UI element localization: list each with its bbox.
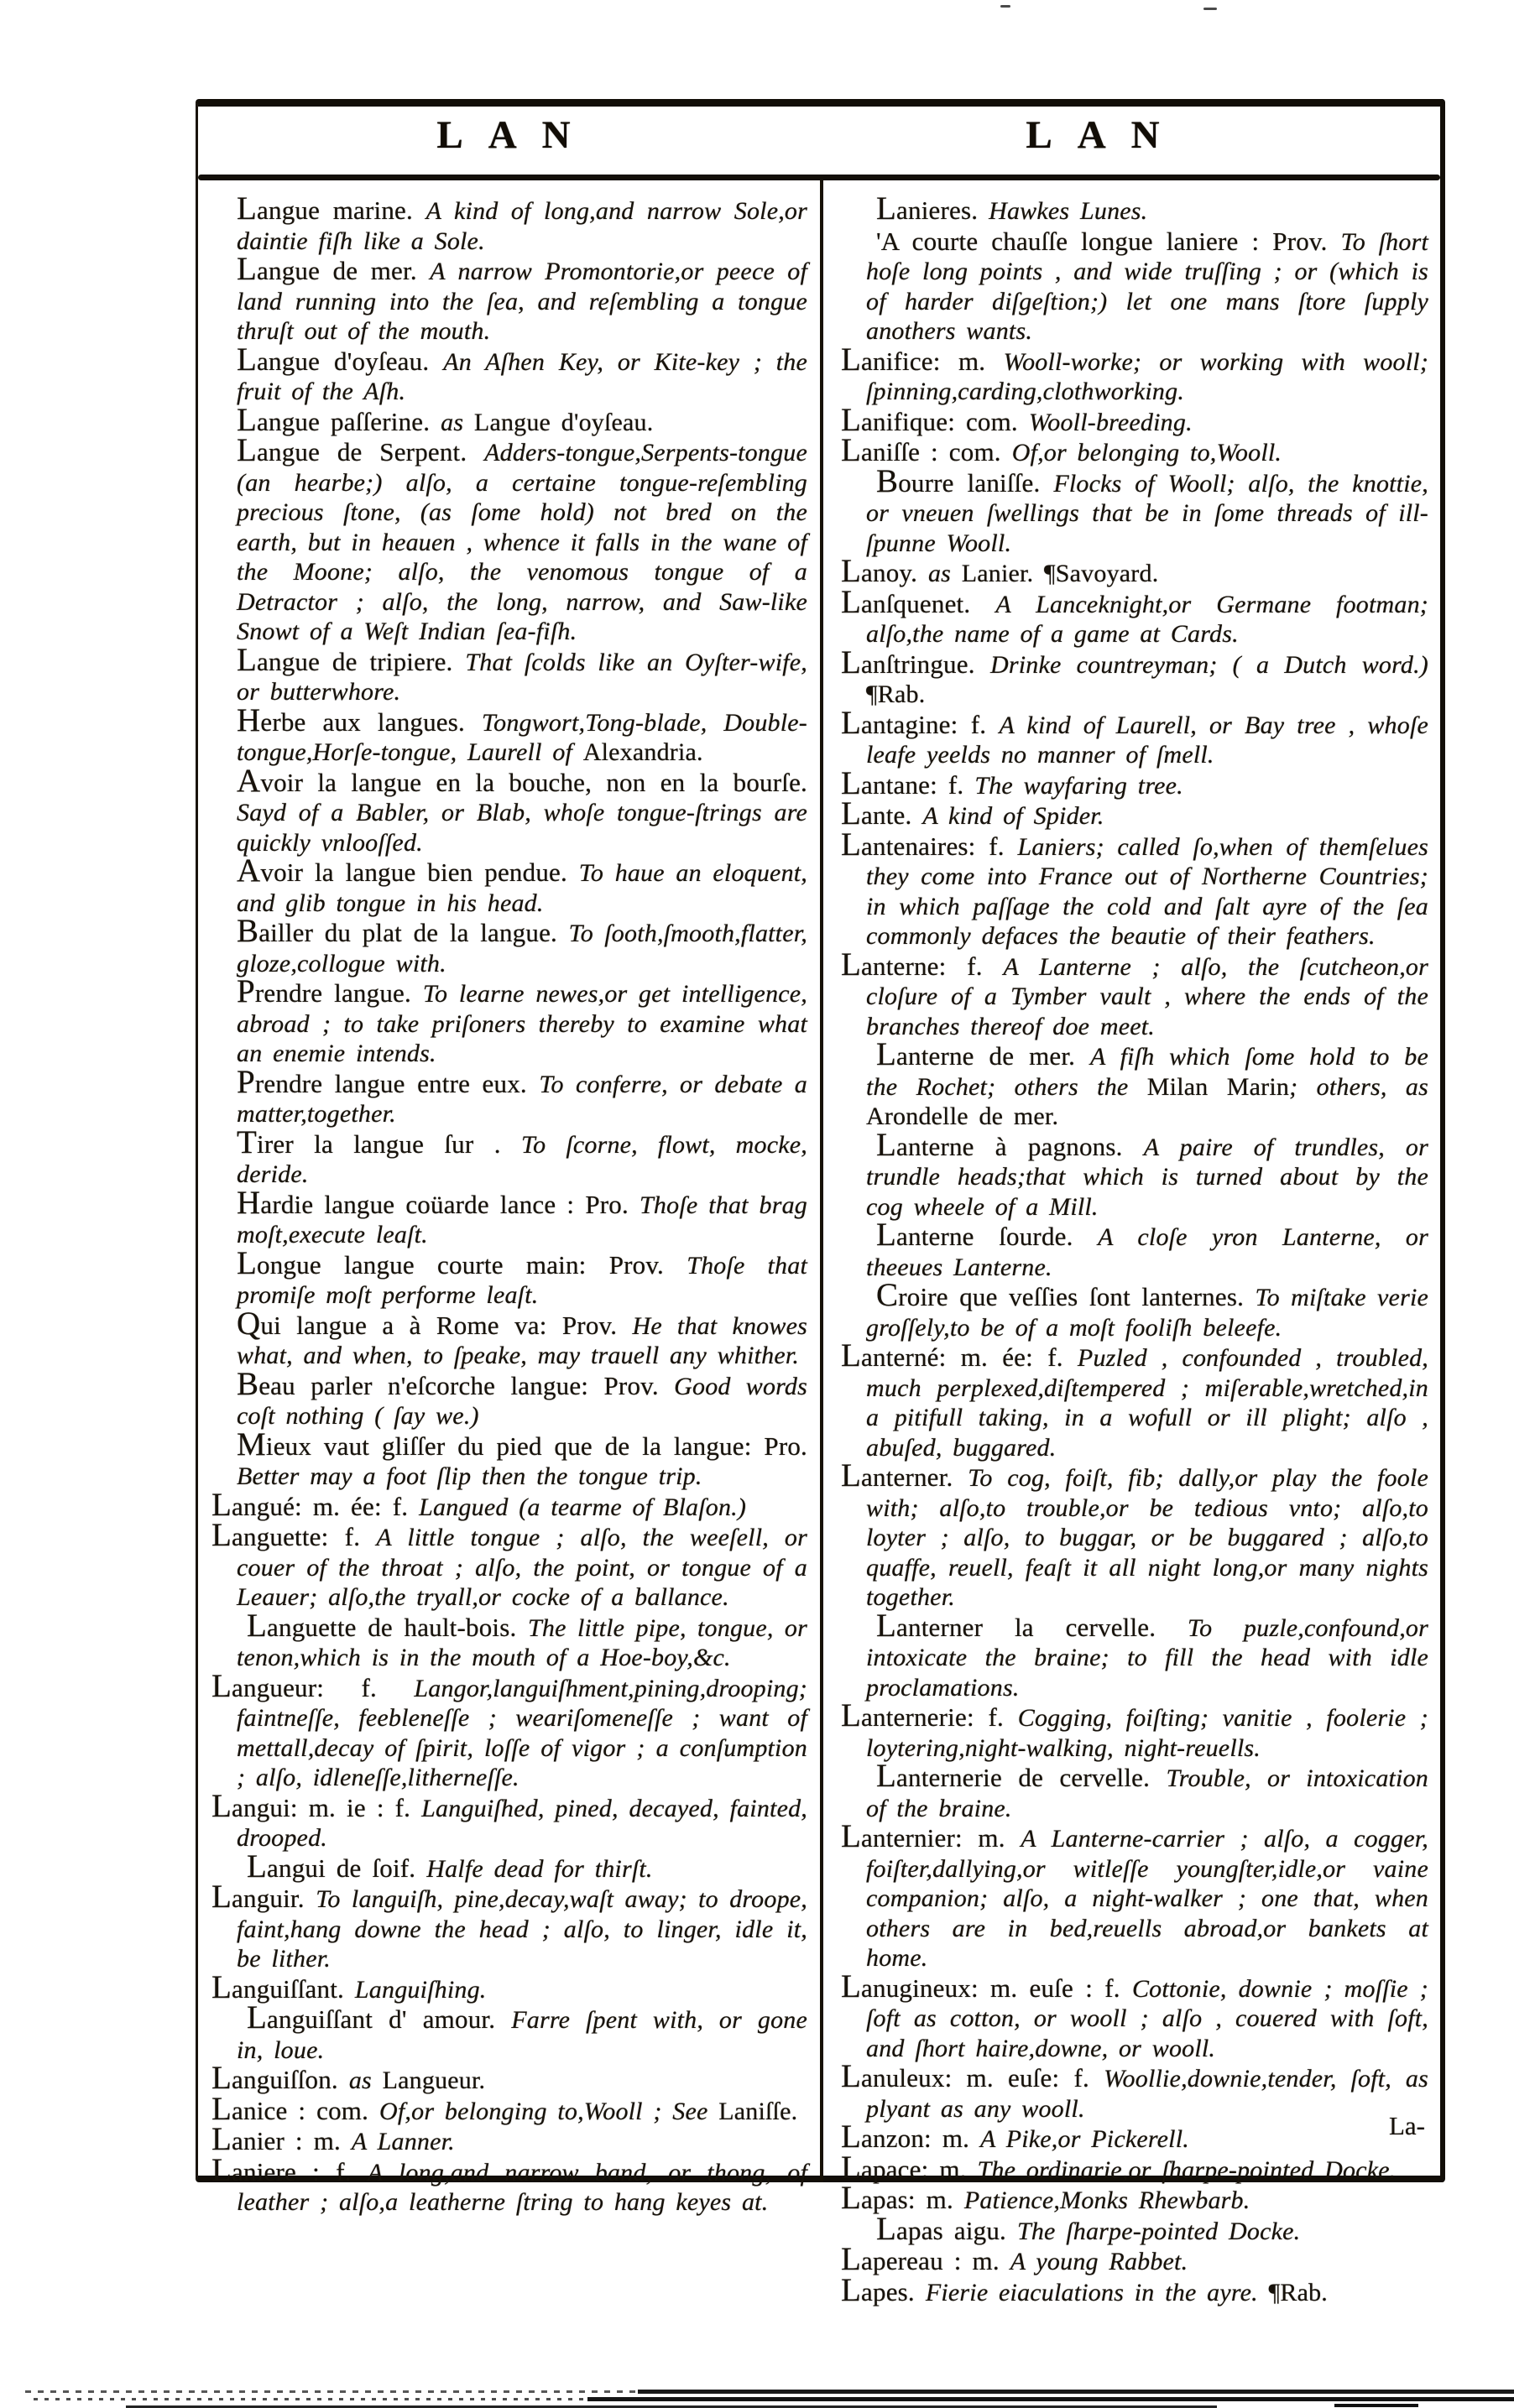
entry-headword: Bailler du plat de la langue. <box>237 913 569 949</box>
entry-initial-capital: L <box>211 1968 232 2005</box>
entry-gloss-segment: ¶Rab. <box>1268 2278 1328 2306</box>
entry-gloss-segment: Laniers; called ſo,when of themſelues they come into France out of Northerne Countries; in which paſſage the cold and ſalt ayre of the ſea commonly defaces the beautie of their feathers. <box>866 832 1428 950</box>
dictionary-entry <box>841 1697 1428 1763</box>
entry-headword: 'A courte chauſſe longue laniere : Prov. <box>876 226 1341 256</box>
entry-gloss-segment: Of,or belonging to,Wooll ; See <box>379 2097 719 2125</box>
dictionary-entry <box>211 1787 807 1853</box>
entry-headword: Hardie langue coüarde lance : Pro. <box>237 1184 640 1221</box>
entry-initial-capital: B <box>237 913 259 949</box>
dictionary-entry <box>841 341 1429 407</box>
entry-headword: Langueur: f. <box>211 1667 415 1704</box>
entry-gloss-segment: A narrow Promontorie,or peece of land running into the ſea, and reſembling a tongue thruſt out of the mouth. <box>237 258 807 345</box>
entry-gloss-segment: A paire of trundles, or trundle heads;that which is turned about by the cog wheele of a Mill. <box>866 1133 1428 1221</box>
entry-initial-capital: M <box>237 1426 266 1462</box>
entry-initial-capital: L <box>211 1667 232 1704</box>
dictionary-entry <box>841 946 1428 1042</box>
entry-gloss-segment: Patience,Monks Rhewbarb. <box>963 2186 1250 2214</box>
entry-headword: Herbe aux langues. <box>237 701 482 738</box>
entry-headword: Lanterne à pagnons. <box>876 1126 1144 1163</box>
entry-headword: Avoir la langue en la bouche, non en la bourſe. <box>237 762 807 799</box>
entry-initial-capital: T <box>237 1123 258 1160</box>
entry-gloss-segment: Drinke countreyman; ( a Dutch word.) <box>990 650 1428 679</box>
dictionary-entry <box>237 1305 807 1371</box>
entry-gloss-segment: Trouble, or intoxication of the braine. <box>866 1764 1428 1822</box>
entry-initial-capital: L <box>841 764 862 801</box>
catchword: La- <box>1388 2111 1425 2140</box>
dictionary-entry <box>866 1277 1428 1342</box>
entry-headword: Languiſſon. <box>211 2060 349 2096</box>
entry-gloss-segment: Langueur. <box>382 2067 486 2094</box>
entry-initial-capital: L <box>211 1486 232 1523</box>
entry-gloss-segment: The wayfaring tree. <box>974 771 1183 800</box>
dictionary-entry <box>841 1818 1428 1973</box>
running-head-left: LAN <box>436 113 596 157</box>
entry-headword: Beau parler n'eſcorche langue: Prov. <box>237 1365 675 1402</box>
entry-initial-capital: C <box>876 1277 899 1313</box>
dictionary-entry <box>841 1457 1428 1613</box>
entry-initial-capital: L <box>211 1787 232 1824</box>
bottom-scan-artifact <box>34 2398 655 2400</box>
entry-gloss-segment: Hawkes Lunes. <box>989 197 1148 225</box>
dictionary-entry <box>237 1184 807 1250</box>
entry-gloss-segment: To ſcorne, flowt, mocke, deride. <box>237 1130 807 1188</box>
dictionary-entry <box>841 1968 1428 2064</box>
entry-headword: Lanice : com. <box>211 2090 380 2127</box>
entry-headword: Lantane: f. <box>841 764 975 801</box>
entry-gloss-segment: Fierie eiaculations in the ayre. <box>925 2278 1269 2306</box>
entry-initial-capital: L <box>841 553 862 589</box>
entry-gloss-segment: That ſcolds like an Oyſter-wife, or butterwhore. <box>237 648 807 706</box>
entry-headword: Prendre langue entre eux. <box>237 1063 540 1100</box>
entry-gloss-segment: A long,and narrow band, or thong, of leather ; alſo,a leatherne ſtring to hang keyes at. <box>237 2158 807 2216</box>
dictionary-entry <box>841 583 1428 649</box>
entry-gloss-segment: Milan Marin <box>1146 1072 1290 1101</box>
dictionary-entry <box>866 462 1428 559</box>
entry-headword: Lanterne: f. <box>841 946 1004 982</box>
entry-headword: Lanſtringue. <box>841 644 991 680</box>
entry-initial-capital: L <box>876 1607 897 1644</box>
header-rule <box>198 175 1440 180</box>
dictionary-entry <box>237 190 807 256</box>
entry-gloss-segment: A Lanterne ; alſo, the ſcutcheon,or cloſure of a Tymber vault , where the ends of the branches thereof doe meet. <box>866 952 1428 1040</box>
entry-initial-capital: L <box>841 2119 862 2155</box>
entry-gloss-segment: Of,or belonging to,Wooll. <box>1011 439 1282 466</box>
entry-initial-capital: L <box>841 1337 862 1373</box>
entry-headword: Langue de tripiere. <box>237 641 466 678</box>
entry-initial-capital: L <box>237 251 258 287</box>
entry-initial-capital: H <box>237 1184 261 1221</box>
entry-headword: Lantenaires: f. <box>841 826 1018 863</box>
entry-gloss-segment: He that knowes what, and when, to ſpeake, may trauell any whither. <box>237 1311 807 1369</box>
entry-headword: Langué: m. ée: f. <box>211 1486 420 1523</box>
entry-gloss-segment: Cogging, foiſting; vanitie , foolerie ; loytering,night-walking, night-reuells. <box>866 1704 1428 1762</box>
entry-headword: Tirer la langue ſur . <box>237 1123 521 1160</box>
bottom-scan-artifact <box>1334 2404 1418 2407</box>
dictionary-entry <box>866 1126 1428 1222</box>
entry-headword: Lanterner la cervelle. <box>876 1607 1188 1644</box>
entry-gloss-segment: A Pike,or Pickerell. <box>980 2125 1189 2153</box>
entry-initial-capital: L <box>876 1126 897 1163</box>
entry-initial-capital: L <box>841 2241 862 2277</box>
entry-initial-capital: B <box>876 462 899 499</box>
entry-initial-capital: L <box>841 1968 862 2004</box>
entry-gloss-segment: Puzled , confounded , troubled, much perplexed,diſtempered ; miſerable,wretched,in a pitifull taking, in a wofull or ill plight; alſo , abuſed, buggared. <box>866 1344 1428 1462</box>
entry-headword: Langue de Serpent. <box>237 432 485 468</box>
entry-gloss-segment: Woollie,downie,tender, ſoft, as plyant as any wooll. <box>866 2065 1428 2123</box>
entry-gloss-segment: Thoſe that promiſe moſt performe leaſt. <box>237 1251 807 1309</box>
scan-speck <box>1000 5 1010 8</box>
entry-gloss-segment: A Lanterne-carrier ; alſo, a cogger, foiſter,dallying,or witleſſe youngſter,idle,or vaine companion; alſo, a night-walker ; one that, when others are in bed,reuells abroad,or bankets at home. <box>866 1825 1428 1972</box>
entry-headword: Lapereau : m. <box>841 2241 1010 2277</box>
dictionary-entry <box>841 704 1428 770</box>
dictionary-entry <box>866 1217 1428 1282</box>
entry-initial-capital: L <box>237 401 258 438</box>
entry-initial-capital: L <box>211 2060 232 2096</box>
entry-gloss-segment: To haue an eloquent, and glib tongue in his head. <box>237 859 808 917</box>
entry-headword: Langui: m. ie : f. <box>211 1787 422 1824</box>
dictionary-entry <box>211 1968 807 2005</box>
left-column <box>211 190 808 2218</box>
dictionary-entry <box>841 2241 1428 2277</box>
entry-gloss-segment: ; others, as <box>1289 1072 1428 1101</box>
scan-speck <box>1203 8 1217 10</box>
entry-initial-capital: L <box>876 1036 897 1072</box>
dictionary-entry <box>866 190 1428 227</box>
entry-initial-capital: H <box>237 701 261 738</box>
entry-headword: Croire que veſſies ſont lanternes. <box>876 1277 1256 1313</box>
entry-gloss-segment: A Lanceknight,or Germane footman; alſo,the name of a game at Cards. <box>866 590 1428 648</box>
entry-gloss-segment: To miſtake verie groſſely,to be of a moſt fooliſh beleefe. <box>866 1284 1428 1342</box>
entry-initial-capital: L <box>841 1457 862 1493</box>
entry-headword: Avoir la langue bien pendue. <box>237 852 579 889</box>
dictionary-entry <box>237 251 807 347</box>
entry-headword: Lanterne de mer. <box>876 1036 1091 1072</box>
entry-gloss-segment: To cog, foiſt, fib; dally,or play the foole with; alſo,to trouble,or be tedious vnto; alſo,to loyter ; alſo, to buggar, or be buggared ; alſo,to quaffe, reuell, feaſt it all night long,or many nights together. <box>866 1464 1428 1611</box>
entry-initial-capital: L <box>211 1517 232 1553</box>
dictionary-entry <box>237 1426 807 1492</box>
entry-initial-capital: L <box>841 401 862 438</box>
entry-gloss-segment: Better may a foot ſlip then the tongue trip. <box>237 1462 702 1490</box>
running-head-right: LAN <box>1026 113 1185 157</box>
dictionary-entry <box>237 641 807 707</box>
entry-gloss-segment: A little tongue ; alſo, the weeſell, or couer of the throat ; alſo, the point, or tongue of a Leauer; alſo,the tryall,or cocke of a ballance. <box>237 1524 808 1611</box>
entry-headword: Langue paſſerine. <box>237 401 441 438</box>
entry-gloss-segment: Lanier. ¶Savoyard. <box>961 560 1159 587</box>
entry-initial-capital: L <box>211 2090 232 2127</box>
entry-initial-capital: L <box>876 1217 897 1253</box>
entry-gloss-segment: Languiſhed, pined, decayed, fainted, drooped. <box>237 1794 807 1852</box>
entry-headword: Laniſſe : com. <box>841 432 1012 468</box>
entry-headword: Lapes. <box>841 2271 926 2308</box>
entry-gloss-segment: Alexandria. <box>582 738 703 766</box>
entry-gloss-segment: Thoſe that brag moſt,execute leaſt. <box>237 1191 807 1248</box>
entry-gloss-segment: To learne newes,or get intelligence, abroad ; to take priſoners thereby to examine what an enemie intends. <box>237 980 807 1067</box>
entry-initial-capital: L <box>841 2180 862 2216</box>
entry-initial-capital: L <box>841 2149 862 2186</box>
entry-initial-capital: L <box>841 2058 862 2094</box>
entry-gloss-segment: The ſharpe-pointed Docke. <box>1016 2217 1301 2245</box>
entry-headword: Qui langue a à Rome va: Prov. <box>237 1305 633 1342</box>
entry-gloss-segment: Cottonie, downie ; moſſie ; ſoft as cotton, or wooll ; alſo , couered with ſoft, and ſhort haire,downe, or wooll. <box>866 1974 1428 2062</box>
entry-gloss-segment: To puzle,confound,or intoxicate the braine; to fill the head with idle proclamations. <box>866 1613 1428 1702</box>
entry-initial-capital: L <box>247 1999 268 2035</box>
entry-gloss-segment: Good words coſt nothing ( ſay we.) <box>237 1372 807 1430</box>
dictionary-entry <box>211 1667 807 1793</box>
entry-gloss-segment: Adders-tongue,Serpents-tongue (an hearbe;) alſo, a certaine tongue-reſembling precious ſtone, (as ſome hold) not bred on the earth, but in heauen , whence it falls in the wane of the Moone; alſo, the venomous tongue of a Detractor ; alſo, the long, narrow, and Saw-like Snowt of a Weſt Indian ſea-fiſh. <box>237 439 807 645</box>
dictionary-entry <box>866 1758 1428 1823</box>
entry-gloss-segment: The little pipe, tongue, or tenon,which is in the mouth of a Hoe-boy,&c. <box>237 1613 807 1671</box>
entry-headword: Lanoy. <box>841 553 928 589</box>
dictionary-entry <box>841 795 1428 831</box>
dictionary-entry <box>237 973 807 1069</box>
entry-gloss-segment: A kind of long,and narrow Sole,or daintie fiſh like a Sole. <box>237 197 807 255</box>
dictionary-entry <box>211 2060 807 2096</box>
entry-headword: Lanſquenet. <box>841 583 996 620</box>
entry-headword: Langue d'oyſeau. <box>237 341 444 378</box>
entry-headword: Langui de ſoif. <box>247 1848 427 1884</box>
entry-headword: Languir. <box>211 1879 316 1915</box>
dictionary-entry <box>237 341 807 407</box>
entry-headword: Lanugineux: m. euſe : f. <box>841 1968 1132 2004</box>
entry-headword: Lanterne ſourde. <box>876 1217 1099 1253</box>
entry-headword: Lapas: m. <box>841 2180 964 2216</box>
entry-headword: Lanifice: m. <box>841 341 1004 378</box>
entry-gloss-segment: Langue d'oyſeau. <box>473 408 654 436</box>
entry-headword: Longue langue courte main: Prov. <box>237 1244 687 1281</box>
entry-headword: Languette: f. <box>211 1517 377 1553</box>
dictionary-entry <box>841 2149 1428 2186</box>
entry-gloss-segment: A Lanner. <box>351 2128 455 2155</box>
entry-initial-capital: L <box>237 190 258 227</box>
entry-headword: Lante. <box>841 795 923 831</box>
dictionary-entry <box>237 1244 807 1311</box>
entry-initial-capital: L <box>237 341 258 378</box>
entry-headword: Lanier : m. <box>211 2121 352 2157</box>
entry-headword: Lanzon: m. <box>841 2119 981 2155</box>
dictionary-entry <box>237 1848 807 1884</box>
entry-headword: Langue marine. <box>237 190 426 227</box>
entry-initial-capital: L <box>237 641 258 678</box>
dictionary-entry <box>237 852 808 918</box>
dictionary-entry <box>841 2271 1428 2308</box>
entry-initial-capital: L <box>211 2121 232 2157</box>
entry-initial-capital: L <box>876 1758 897 1794</box>
entry-gloss-segment: as <box>348 2067 383 2094</box>
entry-gloss-segment: Sayd of a Babler, or Blab, whoſe tongue-ſtrings are quickly vnlooſſed. <box>237 799 807 857</box>
entry-initial-capital: L <box>247 1607 268 1644</box>
dictionary-entry <box>866 1036 1428 1132</box>
entry-gloss-segment: Wooll-worke; or working with wooll; ſpinning,carding,clothworking. <box>866 347 1429 405</box>
dictionary-entry <box>211 1517 808 1613</box>
entry-headword: Lapace: m. <box>841 2149 978 2186</box>
dictionary-entry <box>237 1365 807 1431</box>
entry-gloss-segment: To ſhort hoſe long points , and wide truſſing ; or (which is of harder diſgeſtion;) let one mans ſtore ſupply anothers wants. <box>866 227 1428 345</box>
entry-initial-capital: L <box>841 341 862 378</box>
dictionary-entry <box>866 2210 1428 2247</box>
dictionary-entry <box>841 644 1428 710</box>
dictionary-entry <box>237 1607 807 1673</box>
entry-headword: Mieux vaut gliſſer du pied que de la langue: Pro. <box>237 1426 807 1462</box>
entry-initial-capital: L <box>841 826 862 863</box>
entry-headword: Lapas aigu. <box>876 2210 1017 2247</box>
dictionary-entry <box>237 762 807 858</box>
dictionary-entry <box>841 2180 1428 2216</box>
right-column <box>841 190 1429 2308</box>
entry-headword: Languiſſant. <box>211 1968 355 2005</box>
dictionary-entry <box>237 432 807 647</box>
entry-gloss-segment: The ordinarie,or ſharpe-pointed Docke. <box>977 2155 1397 2184</box>
dictionary-entry <box>841 401 1428 438</box>
entry-gloss-segment: Languiſhing. <box>354 1975 487 2004</box>
entry-headword: Lantagine: f. <box>841 704 1000 741</box>
dictionary-entry <box>237 1063 808 1129</box>
entry-initial-capital: A <box>237 762 261 799</box>
dictionary-entry <box>866 227 1428 347</box>
entry-initial-capital: L <box>237 432 258 468</box>
entry-headword: Prendre langue. <box>237 973 423 1009</box>
entry-initial-capital: L <box>876 2210 897 2247</box>
dictionary-entry <box>211 2121 807 2157</box>
entry-initial-capital: L <box>237 1244 258 1281</box>
entry-headword: Lanterner. <box>841 1457 968 1493</box>
dictionary-entry <box>841 764 1428 801</box>
entry-gloss-segment: To conferre, or debate a matter,together. <box>237 1070 808 1128</box>
entry-headword: Languiſſant d' amour. <box>247 1999 512 2035</box>
dictionary-entry <box>211 1486 807 1523</box>
entry-gloss-segment: A kind of Spider. <box>922 802 1104 830</box>
entry-gloss-segment: Langor,languiſhment,pining,drooping; faintneſſe, feebleneſſe ; weariſomeneſſe ; want of mettall,decay of ſpirit, loſſe of vigor ; a conſumption ; alſo, idleneſſe,litherneſſe. <box>237 1674 807 1791</box>
entry-initial-capital: L <box>841 1697 862 1733</box>
entry-headword: Bourre laniſſe. <box>876 462 1054 499</box>
dictionary-entry <box>237 1123 807 1190</box>
dictionary-entry <box>841 553 1428 589</box>
dictionary-entry <box>237 913 807 978</box>
dictionary-entry <box>211 2090 807 2127</box>
dictionary-entry <box>211 1879 807 1974</box>
dictionary-entry <box>841 826 1428 951</box>
entry-initial-capital: L <box>841 704 862 741</box>
entry-gloss-segment: Tongwort,Tong-blade, Double-tongue,Horſe-tongue, Laurell of <box>237 708 807 766</box>
entry-gloss-segment: Arondelle de mer. <box>866 1102 1059 1130</box>
entry-gloss-segment: as <box>441 408 474 436</box>
entry-gloss-segment: A kind of Laurell, or Bay tree , whoſe leafe yeelds no manner of ſmell. <box>866 711 1428 769</box>
dictionary-entry <box>211 2151 807 2218</box>
entry-initial-capital: L <box>841 795 862 831</box>
bottom-scan-artifact <box>638 2390 1514 2394</box>
entry-gloss-segment: An Aſhen Key, or Kite-key ; the fruit of the Aſh. <box>237 347 807 405</box>
entry-gloss-segment: Flocks of Wooll; alſo, the knottie, or vneuen ſwellings that be in ſome threads of ill-ſpunne Wooll. <box>866 469 1428 557</box>
entry-headword: Lanterné: m. ée: f. <box>841 1337 1078 1373</box>
entry-headword: Lanifique: com. <box>841 401 1029 438</box>
entry-headword: Lanternier: m. <box>841 1818 1021 1854</box>
entry-gloss-segment: A fiſh which ſome hold to be the Rochet; others the <box>866 1043 1428 1101</box>
entry-initial-capital: L <box>841 946 862 982</box>
entry-headword: Languette de hault-bois. <box>247 1607 529 1644</box>
entry-gloss-segment: To languiſh, pine,decay,waſt away; to droope, faint,hang downe the head ; alſo, to linger, idle it, be lither. <box>237 1885 807 1973</box>
entry-initial-capital: A <box>237 852 261 889</box>
entry-gloss-segment: To ſooth,ſmooth,flatter, gloze,collogue with. <box>237 920 807 977</box>
entry-initial-capital: L <box>211 2151 232 2188</box>
entry-headword: Lanternerie: f. <box>841 1697 1018 1733</box>
entry-headword: Laniere : f. <box>211 2151 368 2188</box>
entry-headword: Langue de mer. <box>237 251 431 287</box>
entry-headword: Lanuleux: m. euſe: f. <box>841 2058 1104 2094</box>
entry-gloss-segment: Farre ſpent with, or gone in, loue. <box>237 2006 807 2064</box>
entry-initial-capital: P <box>237 1063 255 1100</box>
entry-gloss-segment: Halfe dead for thirſt. <box>426 1854 653 1883</box>
entry-gloss-segment: ¶Rab. <box>866 680 926 708</box>
dictionary-entry <box>237 1999 807 2065</box>
dictionary-entry <box>237 401 807 438</box>
entry-initial-capital: L <box>247 1848 268 1884</box>
entry-initial-capital: Q <box>237 1305 261 1342</box>
entry-initial-capital: L <box>876 190 897 227</box>
entry-initial-capital: P <box>237 973 255 1009</box>
entry-headword: Lanternerie de cervelle. <box>876 1758 1167 1794</box>
entry-gloss-segment: Langued (a tearme of Blaſon.) <box>419 1493 747 1521</box>
dictionary-entry <box>841 432 1428 468</box>
bottom-scan-artifact <box>587 2397 1514 2401</box>
entry-gloss-segment: Wooll-breeding. <box>1028 408 1193 436</box>
dictionary-entry <box>237 701 807 768</box>
column-divider <box>820 180 823 2182</box>
entry-gloss-segment: Laniſſe. <box>718 2097 798 2125</box>
entry-initial-capital: L <box>841 432 862 468</box>
entry-gloss-segment: as <box>927 560 962 587</box>
entry-initial-capital: L <box>841 1818 862 1854</box>
dictionary-entry <box>866 1607 1428 1703</box>
entry-gloss-segment: A young Rabbet. <box>1010 2248 1188 2275</box>
entry-initial-capital: B <box>237 1365 259 1402</box>
entry-initial-capital: L <box>841 644 862 680</box>
entry-gloss-segment: A cloſe yron Lanterne, or theeues Lanterne. <box>866 1223 1428 1281</box>
entry-initial-capital: L <box>841 2271 862 2308</box>
entry-initial-capital: L <box>211 1879 232 1915</box>
dictionary-entry <box>841 1337 1428 1462</box>
entry-headword: Lanieres. <box>876 190 989 227</box>
entry-initial-capital: L <box>841 583 862 620</box>
